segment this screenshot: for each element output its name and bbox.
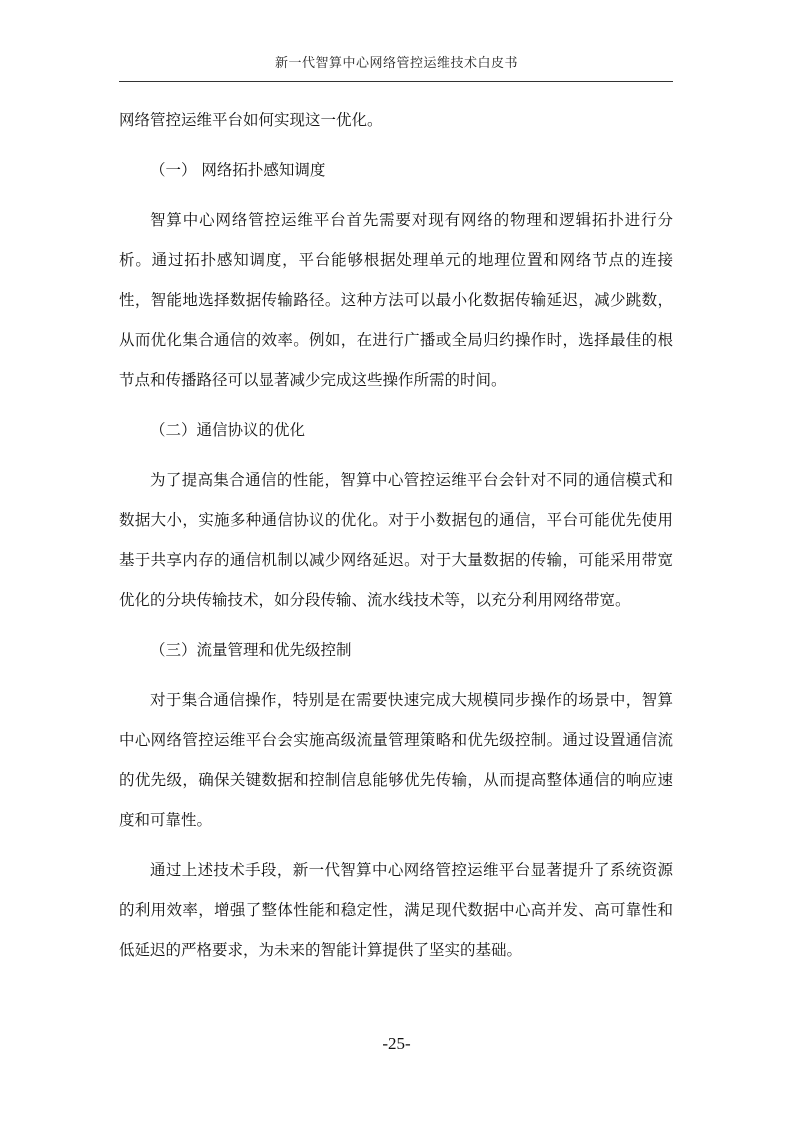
section-heading-topology: （一） 网络拓扑感知调度	[150, 161, 326, 179]
section-paragraph-topology: 智算中心网络管控运维平台首先需要对现有网络的物理和逻辑拓扑进行分析。通过拓扑感知调度，平台能够根据处理单元的地理位置和网络节点的连接性，智能地选择数据传输路径。这种方法可以最小化数据传输延迟，减少跳数，从而优化集合通信的效率。例如，在进行广播或全局归约操作时，选择最佳的根节点和传播路径可以显著减少完成这些操作所需的时间。	[119, 211, 673, 389]
section-heading-protocol: （二）通信协议的优化	[150, 421, 306, 439]
page-number: -25-	[382, 1034, 411, 1053]
section-paragraph-traffic: 对于集合通信操作，特别是在需要快速完成大规模同步操作的场景中，智算中心网络管控运维平台会实施高级流量管理策略和优先级控制。通过设置通信流的优先级，确保关键数据和控制信息能够优先传输，从而提高整体通信的响应速度和可靠性。	[119, 691, 673, 829]
header-divider	[119, 81, 673, 82]
section-paragraph-protocol: 为了提高集合通信的性能，智算中心管控运维平台会针对不同的通信模式和数据大小，实施多种通信协议的优化。对于小数据包的通信，平台可能优先使用基于共享内存的通信机制以减少网络延迟。对于大量数据的传输，可能采用带宽优化的分块传输技术，如分段传输、流水线技术等，以充分利用网络带宽。	[119, 471, 673, 609]
intro-paragraph: 网络管控运维平台如何实现这一优化。	[119, 111, 383, 129]
paragraph-spacer	[119, 840, 673, 850]
running-header: 新一代智算中心网络管控运维技术白皮书	[274, 56, 518, 71]
conclusion-paragraph: 通过上述技术手段，新一代智算中心网络管控运维平台显著提升了系统资源的利用效率，增强了整体性能和稳定性，满足现代数据中心高并发、高可靠性和低延迟的严格要求，为未来的智能计算提供了坚实的基础。	[119, 861, 673, 959]
section-heading-traffic: （三）流量管理和优先级控制	[150, 641, 352, 659]
page-body	[119, 100, 673, 970]
